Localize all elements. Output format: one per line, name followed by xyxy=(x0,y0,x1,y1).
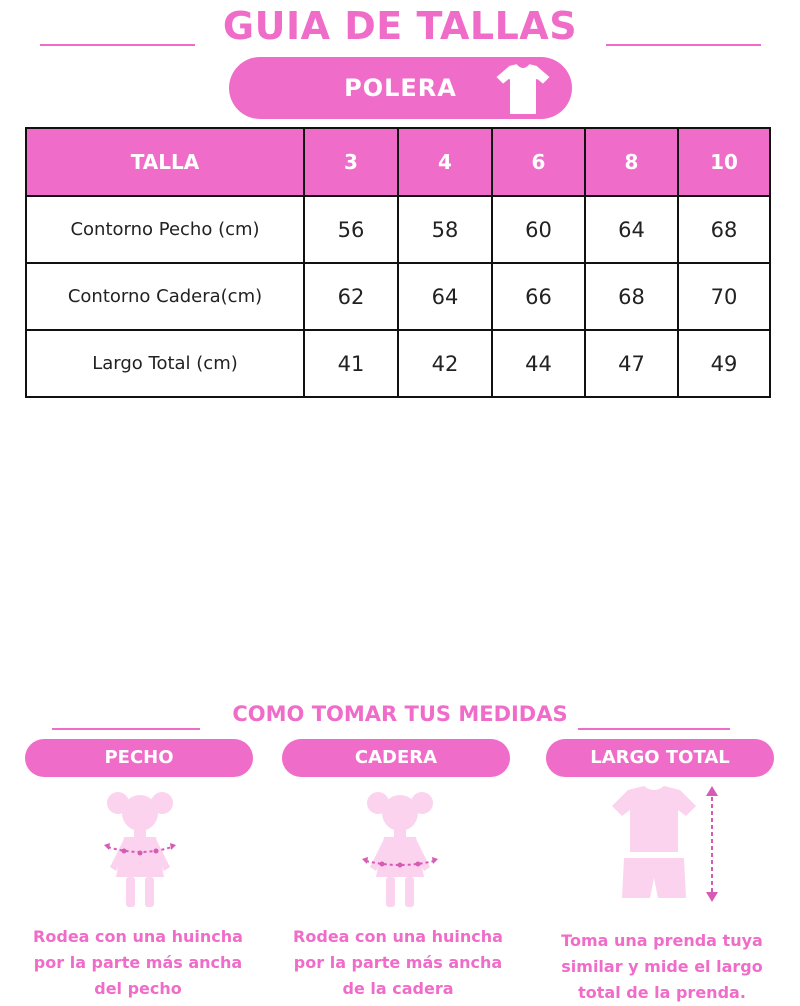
desc-line: Rodea con una huincha xyxy=(293,927,503,946)
table-cell: 60 xyxy=(492,196,585,263)
table-cell: 68 xyxy=(585,263,678,330)
table-row xyxy=(26,196,770,263)
table-cell: 47 xyxy=(585,330,678,397)
desc-line: de la cadera xyxy=(342,979,454,998)
measure-pill-largo: LARGO TOTAL xyxy=(546,739,774,777)
table-cell: 66 xyxy=(492,263,585,330)
table-cell: 56 xyxy=(304,196,398,263)
size-header: 6 xyxy=(492,128,585,196)
row-label: Contorno Pecho (cm) xyxy=(26,196,304,263)
section-title: COMO TOMAR TUS MEDIDAS xyxy=(232,702,568,726)
section-rule-left xyxy=(52,728,200,730)
table-cell: 68 xyxy=(678,196,770,263)
size-header: 8 xyxy=(585,128,678,196)
size-header: 4 xyxy=(398,128,492,196)
table-cell: 64 xyxy=(585,196,678,263)
t-shirt-icon xyxy=(487,59,559,119)
desc-line: similar y mide el largo xyxy=(561,957,763,976)
desc-line: por la parte más ancha xyxy=(33,953,243,972)
table-cell: 42 xyxy=(398,330,492,397)
measure-pill-pecho: PECHO xyxy=(25,739,253,777)
measure-desc-largo xyxy=(532,928,792,1006)
table-cell: 58 xyxy=(398,196,492,263)
measure-desc-cadera xyxy=(268,924,528,1002)
page-title: GUIA DE TALLAS xyxy=(222,4,578,48)
table-row xyxy=(26,330,770,397)
table-cell: 62 xyxy=(304,263,398,330)
size-header: 3 xyxy=(304,128,398,196)
desc-line: del pecho xyxy=(94,979,182,998)
size-table xyxy=(25,127,771,398)
row-label: Largo Total (cm) xyxy=(26,330,304,397)
table-header-row xyxy=(26,128,770,196)
desc-line: Toma una prenda tuya xyxy=(561,931,763,950)
table-cell: 49 xyxy=(678,330,770,397)
table-cell: 44 xyxy=(492,330,585,397)
desc-line: total de la prenda. xyxy=(578,983,746,1002)
section-rule-right xyxy=(578,728,730,730)
table-header-label: TALLA xyxy=(26,128,304,196)
girl-chest-measure-icon xyxy=(90,785,190,913)
measure-pill-cadera: CADERA xyxy=(282,739,510,777)
table-row xyxy=(26,263,770,330)
measure-desc-pecho xyxy=(8,924,268,1002)
girl-hip-measure-icon xyxy=(350,785,450,913)
row-label: Contorno Cadera(cm) xyxy=(26,263,304,330)
desc-line: por la parte más ancha xyxy=(293,953,503,972)
table-cell: 70 xyxy=(678,263,770,330)
garment-pill xyxy=(229,57,572,119)
table-cell: 41 xyxy=(304,330,398,397)
outfit-length-measure-icon xyxy=(604,782,734,912)
garment-label: POLERA xyxy=(344,74,457,102)
desc-line: Rodea con una huincha xyxy=(33,927,243,946)
size-header: 10 xyxy=(678,128,770,196)
table-cell: 64 xyxy=(398,263,492,330)
